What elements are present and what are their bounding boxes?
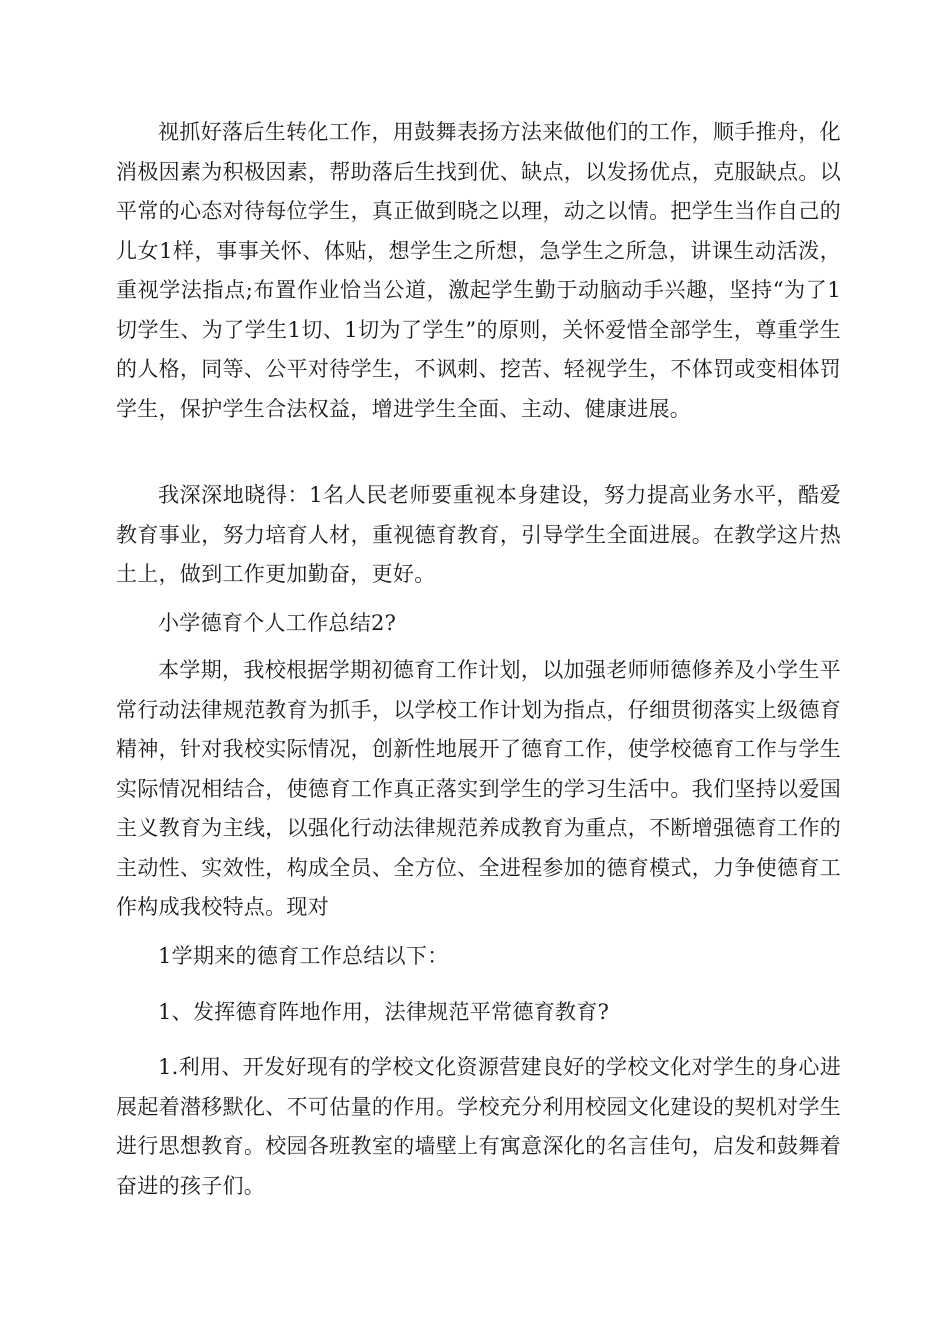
section-heading: 小学德育个人工作总结2? [158, 611, 397, 635]
body-paragraph: 我深深地晓得：1名人民老师要重视本身建设，努力提高业务水平，酷爱教育事业，努力培育人材，重视德育教育，引导学生全面进展。在教学这片热土上，做到工作更加勤奋，更好。 [116, 483, 841, 586]
body-paragraph: 视抓好落后生转化工作，用鼓舞表扬方法来做他们的工作，顺手推舟，化消极因素为积极因素，帮助落后生找到优、缺点，以发扬优点，克服缺点。以平常的心态对待每位学生，真正做到晓之以理，动之以情。把学生当作自己的儿女1样，事事关怀、体贴，想学生之所想，急学生之所急，讲课生动活泼，重视学法指点;布置作业恰当公道，激起学生勤于动脑动手兴趣，坚持“为了1切学生、为了学生1切、1切为了学生”的原则，关怀爱惜全部学生，尊重学生的人格，同等、公平对待学生，不讽刺、挖苦、轻视学生，不体罚或变相体罚学生，保护学生合法权益，增进学生全面、主动、健康进展。 [116, 120, 841, 421]
subsection-heading: 1、发挥德育阵地作用，法律规范平常德育教育? [158, 1000, 610, 1024]
body-paragraph: 本学期，我校根据学期初德育工作计划，以加强老师师德修养及小学生平常行动法律规范教育为抓手，以学校工作计划为指点，仔细贯彻落实上级德育精神，针对我校实际情况，创新性地展开了德育工作，使学校德育工作与学生实际情况相结合，使德育工作真正落实到学生的学习生活中。我们坚持以爱国主义教育为主线，以强化行动法律规范养成教育为重点，不断增强德育工作的主动性、实效性，构成全员、全方位、全进程参加的德育模式，力争使德育工作构成我校特点。现对 [116, 658, 841, 919]
body-paragraph: 1.利用、开发好现有的学校文化资源营建良好的学校文化对学生的身心进展起着潜移默化、不可估量的作用。学校充分利用校园文化建设的契机对学生进行思想教育。校园各班教室的墙壁上有寓意深化的名言佳句，启发和鼓舞着奋进的孩子们。 [116, 1055, 841, 1198]
body-paragraph: 1学期来的德育工作总结以下： [158, 944, 449, 968]
